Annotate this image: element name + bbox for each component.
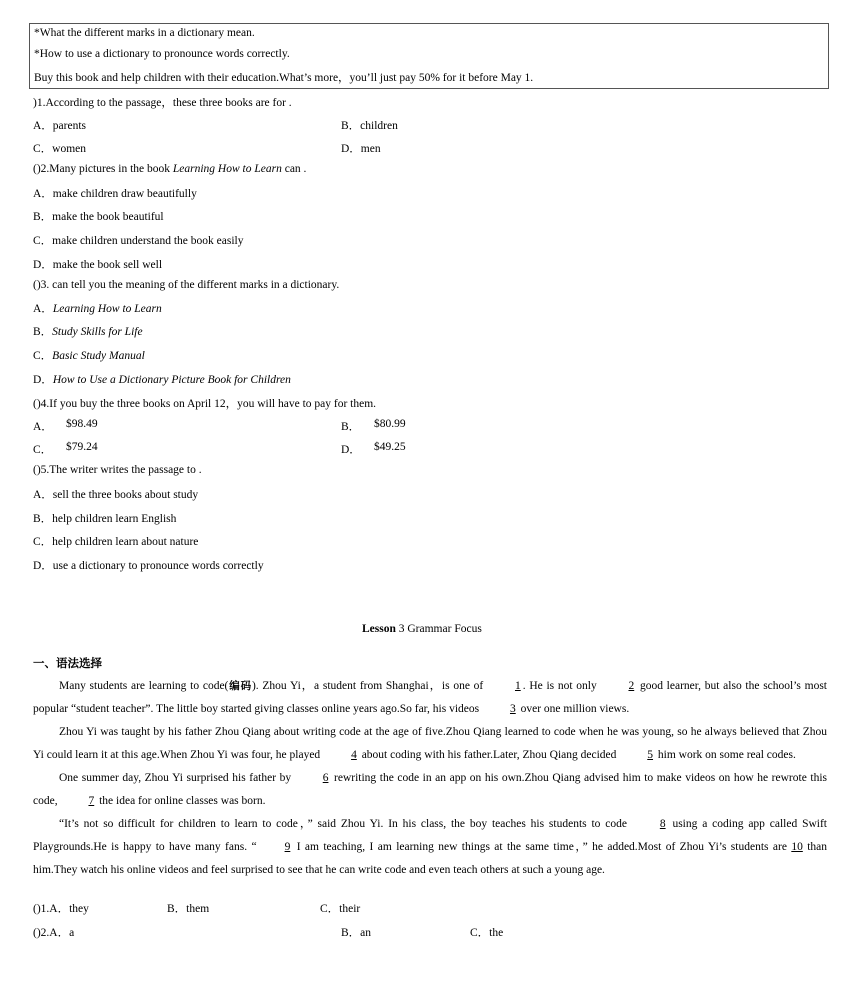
lesson-number-focus: 3 Grammar Focus <box>395 623 482 635</box>
q1-option-d: D．men <box>341 143 381 155</box>
q3-letter-d: D． <box>33 374 53 386</box>
grammar-passage <box>33 675 827 882</box>
q3-letter-c: C． <box>33 350 53 362</box>
q4-option-a: $98.49 <box>66 418 98 430</box>
question-5-stem: ()5.The writer writes the passage to . <box>33 464 202 476</box>
p4-text-c: I am teaching, I am learning new things at the same time，” he added.Most of Zhou Yi’s students are <box>292 841 792 853</box>
blank-8: 8 <box>659 818 666 830</box>
q3-letter-a: A． <box>33 303 53 315</box>
q5-option-c: C．help children learn about nature <box>33 536 199 548</box>
p3-text-b: rewriting the code in an app on his own.Zhou Qiang advised him to make videos on how he rewrote this code, <box>33 772 827 807</box>
p1-chinese-gloss: 编码 <box>228 680 252 692</box>
q2-option-d: D．make the book sell well <box>33 259 163 271</box>
p4-text-a: “It’s not so difficult for children to learn to code，” said Zhou Yi. In his class, the boy teaches his students to code <box>59 818 632 830</box>
grammar-question-2-a: ()2.A．a <box>33 927 75 939</box>
lesson-word: Lesson <box>362 623 396 635</box>
q3-option-c <box>33 347 145 363</box>
p1-text-d: . He is not only <box>522 680 601 692</box>
question-3-stem: ()3. can tell you the meaning of the different marks in a dictionary. <box>33 279 340 291</box>
q3-option-d-text: How to Use a Dictionary Picture Book for Children <box>52 374 291 386</box>
blank-1: 1 <box>514 680 521 692</box>
q4-option-d: $49.25 <box>374 441 406 453</box>
blank-3: 3 <box>509 703 516 715</box>
ad-line-1: *What the different marks in a dictionary mean. <box>34 27 255 39</box>
q4-option-d-letter: D． <box>341 444 361 456</box>
section-heading: 一、语法选择 <box>33 656 102 670</box>
grammar-question-2-c: C．the <box>470 927 504 939</box>
ad-line-3: Buy this book and help children with their education.What’s more，you’ll just pay 50% for it before May 1. <box>34 72 534 84</box>
blank-9: 9 <box>284 841 291 853</box>
p1-text-a: Many students are learning to code( <box>59 680 229 692</box>
blank-10: 10 <box>791 841 803 853</box>
passage-paragraph-4 <box>33 813 827 882</box>
blank-4: 4 <box>351 749 357 761</box>
q5-option-a: A．sell the three books about study <box>33 489 199 501</box>
q5-option-b: B．help children learn English <box>33 513 177 525</box>
p3-text-c: the idea for online classes was born. <box>96 795 266 807</box>
q5-option-d: D．use a dictionary to pronounce words correctly <box>33 560 264 572</box>
p2-text-a: Zhou Yi was taught by his father Zhou Qiang about writing code at the age of five.Zhou Qiang learned to code when he was young, so he always believed that Zhou Yi could learn it at this age.When Zhou Yi was four, he played <box>33 726 827 761</box>
q2-stem-end: can . <box>281 163 307 175</box>
q2-option-c: C．make children understand the book easily <box>33 235 244 247</box>
q4-option-b-letter: B． <box>341 421 361 433</box>
p4-text-d: than him.They watch his online videos and feel surprised to see that he can write code and even teach others at such a young age. <box>33 841 827 876</box>
passage-paragraph-1 <box>33 675 827 721</box>
q2-option-a: A．make children draw beautifully <box>33 188 197 200</box>
q4-option-c: $79.24 <box>66 441 98 453</box>
q1-option-b: B．children <box>341 120 398 132</box>
q3-option-d <box>33 371 291 387</box>
q2-stem-start: ()2.Many pictures in the book <box>33 163 173 175</box>
q3-letter-b: B． <box>33 326 53 338</box>
lesson-title <box>362 623 482 635</box>
q4-option-c-letter: C． <box>33 444 53 456</box>
q3-option-a <box>33 300 162 316</box>
q3-option-c-text: Basic Study Manual <box>52 350 145 362</box>
passage-paragraph-2 <box>33 721 827 767</box>
p1-text-f: over one million views. <box>517 703 630 715</box>
q2-option-b: B．make the book beautiful <box>33 211 164 223</box>
grammar-question-1-b: B．them <box>167 903 210 915</box>
blank-6: 6 <box>322 772 329 784</box>
p3-text-a: One summer day, Zhou Yi surprised his father by <box>59 772 295 784</box>
q3-option-b <box>33 323 143 339</box>
q2-book-title: Learning How to Learn <box>172 163 282 175</box>
ad-line-2: *How to use a dictionary to pronounce words correctly. <box>34 48 290 60</box>
q1-option-a: A．parents <box>33 120 87 132</box>
p1-text-c: ). Zhou Yi，a student from Shanghai，is one of <box>251 680 487 692</box>
book-ad-box <box>29 23 829 89</box>
q4-option-a-letter: A． <box>33 421 53 433</box>
question-2-stem <box>33 163 306 175</box>
blank-5: 5 <box>647 749 654 761</box>
q3-option-b-text: Study Skills for Life <box>52 326 143 338</box>
q3-option-a-text: Learning How to Learn <box>52 303 162 315</box>
q1-option-c: C．women <box>33 143 87 155</box>
p2-text-c: him work on some real codes. <box>655 749 796 761</box>
p4-text-b: using a coding app called Swift Playgrounds.He is happy to have many fans. “ <box>33 818 827 853</box>
grammar-question-1-a: ()1.A．they <box>33 903 89 915</box>
blank-7: 7 <box>88 795 95 807</box>
question-4-stem: ()4.If you buy the three books on April 12，you will have to pay for them. <box>33 398 377 410</box>
grammar-question-1-c: C．their <box>320 903 361 915</box>
q4-option-b: $80.99 <box>374 418 406 430</box>
question-1-stem: )1.According to the passage，these three books are for . <box>33 97 292 109</box>
blank-2: 2 <box>628 680 635 692</box>
p1-text-e: good learner, but also the school’s most popular “student teacher”. The little boy started giving classes online years ago.So far, his videos <box>33 680 827 715</box>
grammar-question-2-b: B．an <box>341 927 372 939</box>
p2-text-b: about coding with his father.Later, Zhou Qiang decided <box>358 749 620 761</box>
passage-paragraph-3 <box>33 767 827 813</box>
